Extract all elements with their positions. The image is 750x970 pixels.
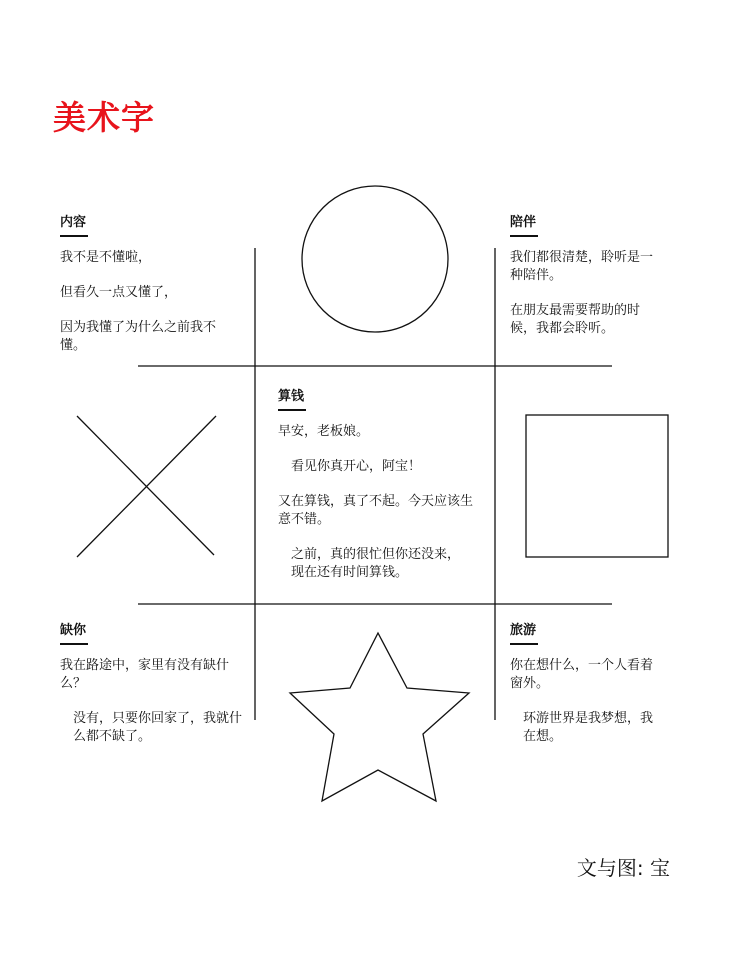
section-heading: 缺你: [60, 622, 86, 645]
section-paragraph: 因为我懂了为什么之前我不懂。: [60, 320, 217, 353]
section-paragraph: 之前，真的很忙但你还没来，现在还有时间算钱。: [291, 547, 461, 580]
section-heading: 旅游: [510, 622, 536, 645]
section-paragraph: 环游世界是我梦想，我在想。: [523, 711, 654, 744]
page-title: 美术字: [53, 98, 155, 137]
x-cross-shape: [77, 416, 216, 557]
section-paragraph: 又在算钱，真了不起。今天应该生意不错。: [278, 494, 474, 527]
square-shape: [526, 415, 668, 557]
section-travel: [510, 622, 665, 746]
circle-shape: [302, 186, 448, 332]
section-companion: [510, 214, 665, 338]
author-credit: 文与图: 宝: [576, 856, 670, 880]
section-paragraph: 没有，只要你回家了，我就什么都不缺了。: [73, 711, 243, 744]
section-counting-money: [278, 388, 476, 582]
section-heading: 算钱: [278, 388, 304, 411]
section-paragraph: 但看久一点又懂了，: [60, 285, 178, 300]
section-content: [60, 214, 235, 355]
section-paragraph: 看见你真开心，阿宝！: [291, 459, 422, 474]
section-heading: 内容: [60, 214, 86, 237]
section-paragraph: 在朋友最需要帮助的时候，我都会聆听。: [510, 303, 641, 336]
section-missing-you: [60, 622, 245, 746]
section-paragraph: 我不是不懂啦，: [60, 250, 152, 265]
section-paragraph: 早安，老板娘。: [278, 424, 370, 439]
section-paragraph: 我在路途中，家里有没有缺什么？: [60, 658, 230, 691]
section-paragraph: 我们都很清楚，聆听是一种陪伴。: [510, 250, 654, 283]
section-heading: 陪伴: [510, 214, 536, 237]
section-paragraph: 你在想什么，一个人看着窗外。: [510, 658, 654, 691]
star-shape: [290, 633, 469, 801]
